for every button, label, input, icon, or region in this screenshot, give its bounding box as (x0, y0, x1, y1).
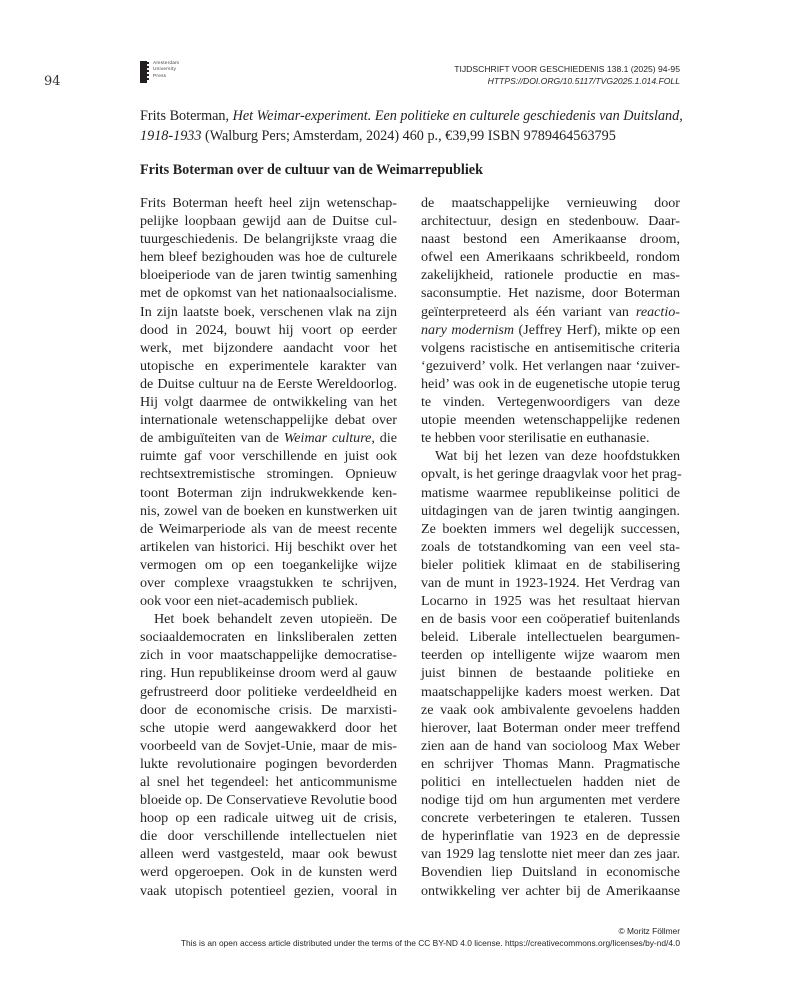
text-line: utopie meenden wetenschappelijke redenen (421, 412, 680, 429)
text-line: tuurgeschiedenis. De belangrijkste vraag die (140, 231, 397, 248)
text-line: door de economische crisis. De marxisti- (140, 701, 397, 718)
text-line: sociaaldemocraten en linksliberalen zetten (140, 629, 397, 646)
text-line: opvalt, is het geringe draagvlak voor het prag- (421, 466, 682, 483)
journal-header (454, 63, 680, 87)
text-line: pelijke loopbaan gewijd aan de Duitse cul- (140, 213, 397, 230)
text-line: ring. Hun republikeinse droom werd al gauw (140, 665, 397, 682)
text-line: ofwel een Amerikaans schrikbeeld, rondom (421, 249, 680, 266)
text-line: van de munt in 1923-1924. Het Verdrag van (421, 574, 680, 591)
logo-line: Press (153, 73, 167, 79)
text-line: alleen werd vastgesteld, maar ook bewust (140, 846, 397, 863)
text-line: ook voor een niet-academisch publiek. (140, 593, 358, 610)
text-line: werd opgeroepen. Ook in de kunsten werd (140, 864, 397, 881)
text-line: Het boek behandelt zeven utopieën. De (154, 611, 397, 628)
text-line: artikelen van historici. Hij beschikt over het (140, 538, 397, 555)
text-line: lukte revolutionaire pogingen bevorderden (140, 755, 397, 772)
text-line: Bovendien liep Duitsland in economische (421, 864, 680, 881)
text-line: te hebben voor sterilisatie en euthanasie. (421, 430, 650, 447)
page-number: 94 (44, 74, 61, 89)
text-line: heid’ was ook in de eugenetische utopie terug (421, 375, 680, 392)
citation-author: Frits Boterman, (140, 108, 233, 124)
text-line: de Weimarperiode als van de meest recente (140, 520, 397, 537)
text-line: politici en intellectuelen hadden niet de (421, 774, 680, 790)
text-line: Hij volgt daarmee de ontwikkeling van het (140, 394, 397, 411)
text-line: van 1929 lag tenslotte niet meer dan zes jaar. (421, 846, 680, 863)
doi-link[interactable]: HTTPS://DOI.ORG/10.5117/TVG2025.1.014.FOLL (487, 76, 680, 86)
logo-line: University (153, 67, 177, 73)
text-line: architectuur, design en stedenbouw. Daar- (421, 213, 680, 230)
text-line: Wat bij het lezen van deze hoofdstukken (435, 448, 680, 465)
logo-line: Amsterdam (153, 61, 180, 66)
text-line: zich in voor maatschappelijke democratise- (140, 647, 397, 664)
text-line: geïnterpreteerd als één variant van reactio- (421, 303, 680, 320)
text-line: werk, met bijzondere aandacht voor het (140, 339, 397, 356)
text-line: dood in 2024, bouwt hij voort op eerder (140, 321, 397, 338)
citation-details: (Walburg Pers; Amsterdam, 2024) 460 p., €39,99 ISBN 9789464563795 (201, 127, 616, 144)
book-citation (140, 107, 685, 146)
text-line: matisme waarmee republikeinse politici de (421, 484, 680, 501)
body-column-left (140, 194, 397, 900)
text-line: teerden op intelligente wijze waarom men (421, 647, 680, 664)
text-line: de Duitse cultuur na de Eerste Wereldoorlog. (140, 375, 397, 392)
text-line: Ze boekten immers wel degelijk successen, (421, 520, 680, 537)
text-line: gefrustreerd door politieke verdeeldheid en (140, 683, 397, 700)
text-line: rechtsextremistische stromingen. Opnieuw (140, 466, 397, 483)
text-line: ruimte gaf voor verschillende en juist ook (140, 448, 397, 465)
text-line: met de opkomst van het nationaalsocialisme. (140, 285, 397, 302)
text-line: bloeide op. De Conservatieve Revolutie bood (140, 792, 397, 809)
text-line: naast bestond een Amerikaanse droom, (421, 231, 680, 248)
text-line: uitdagingen van de jaren twintig aangingen. (421, 502, 680, 519)
text-line: vaak utopisch potentieel gezien, vooral in (140, 882, 397, 899)
text-line: al snel het tegendeel: het anticommunisme (140, 774, 397, 790)
citation-book-title: Het Weimar-experiment. Een politieke en culturele geschiedenis van Duitsland, 1918-1933 (140, 108, 683, 144)
text-line: hem bleef bezighouden was hoe de culturele (140, 249, 397, 266)
license-notice: This is an open access article distributed under the terms of the CC BY-ND 4.0 license. https://creativecommons.org/licenses/by-nd/4.0 (180, 938, 680, 948)
text-line: nis, zowel van de boeken en kunstwerken uit (140, 502, 397, 519)
text-line: toont Boterman zijn indrukwekkende ken- (140, 484, 397, 501)
text-line: juist binnen de bestaande politieke en (421, 665, 680, 682)
text-line: hoop op een radicale uitweg uit de crisis, (140, 810, 397, 827)
text-line: sche utopie werd aangewakkerd door het (140, 719, 397, 736)
text-line: de hyperinflatie van 1923 en de depressie (421, 828, 680, 845)
body-column-right (421, 194, 680, 900)
text-line: utopische en experimentele karakter van (140, 357, 397, 374)
publisher-logo (140, 61, 179, 83)
text-line: volgens racistische en antisemitische criteria (421, 339, 680, 356)
publisher-name (153, 61, 179, 80)
text-line: te vinden. Vertegenwoordigers van deze (421, 394, 680, 411)
text-line: zoals de totstandkoming van een veel sta- (421, 538, 680, 555)
text-line: concrete verbeteringen te etaleren. Tussen (421, 810, 680, 827)
text-line: internationale wetenschappelijke debat over (140, 412, 397, 429)
text-line: ze vaak ook ambivalente gevoelens hadden (421, 701, 680, 718)
text-line: Frits Boterman heeft heel zijn wetenschap- (140, 195, 397, 211)
text-line: voorbeeld van de Sovjet-Unie, maar de mis- (140, 737, 397, 754)
text-line: beleid. Liberale intellectuelen beargumen- (421, 629, 680, 646)
aup-logo-icon (140, 61, 147, 83)
text-line: en schrijver Thomas Mann. Pragmatische (421, 755, 680, 772)
text-line: ontwikkeling ver achter bij de Amerikaanse (421, 882, 680, 899)
text-line: bloeiperiode van de jaren twintig samenhing (140, 267, 397, 284)
text-line: zakelijkheid, rationele productie en mas- (421, 267, 680, 284)
text-line: vermogen om op een toegankelijke wijze (140, 556, 397, 573)
text-line: maatschappelijke kaders moest werken. Dat (421, 683, 680, 700)
text-line: die door verschillende intellectuelen niet (140, 828, 397, 845)
text-line: hierover, laat Boterman onder meer treffend (421, 719, 680, 736)
text-line: Locarno in 1925 was het resultaat hiervan (421, 593, 680, 610)
text-line: en de basis voor een coöperatief buitenlands (421, 611, 680, 628)
text-line: de ambiguïteiten van de Weimar culture, die (140, 430, 398, 447)
text-line: ‘gezuiverd’ volk. Het verlangen naar ‘zuiver- (421, 357, 680, 374)
text-line: bieler politiek klimaat en de stabilisering (421, 556, 680, 573)
text-line: nodige tijd om hun argumenten met verdere (421, 792, 680, 809)
text-line: over complexe vraagstukken te schrijven, (140, 574, 397, 591)
text-line: In zijn laatste boek, verschenen vlak na zijn (140, 303, 397, 320)
text-line: nary modernism (Jeffrey Herf), mikte op een (421, 321, 680, 338)
review-heading: Frits Boterman over de cultuur van de Weimarrepubliek (140, 162, 483, 178)
copyright-notice: © Moritz Föllmer (618, 926, 680, 936)
text-line: zien aan de hand van socioloog Max Weber (421, 737, 680, 754)
journal-title: TIJDSCHRIFT VOOR GESCHIEDENIS 138.1 (2025) 94-95 (454, 64, 680, 74)
text-line: saconsumptie. Het nazisme, door Boterman (421, 285, 680, 302)
text-line: de maatschappelijke vernieuwing door (421, 195, 680, 211)
